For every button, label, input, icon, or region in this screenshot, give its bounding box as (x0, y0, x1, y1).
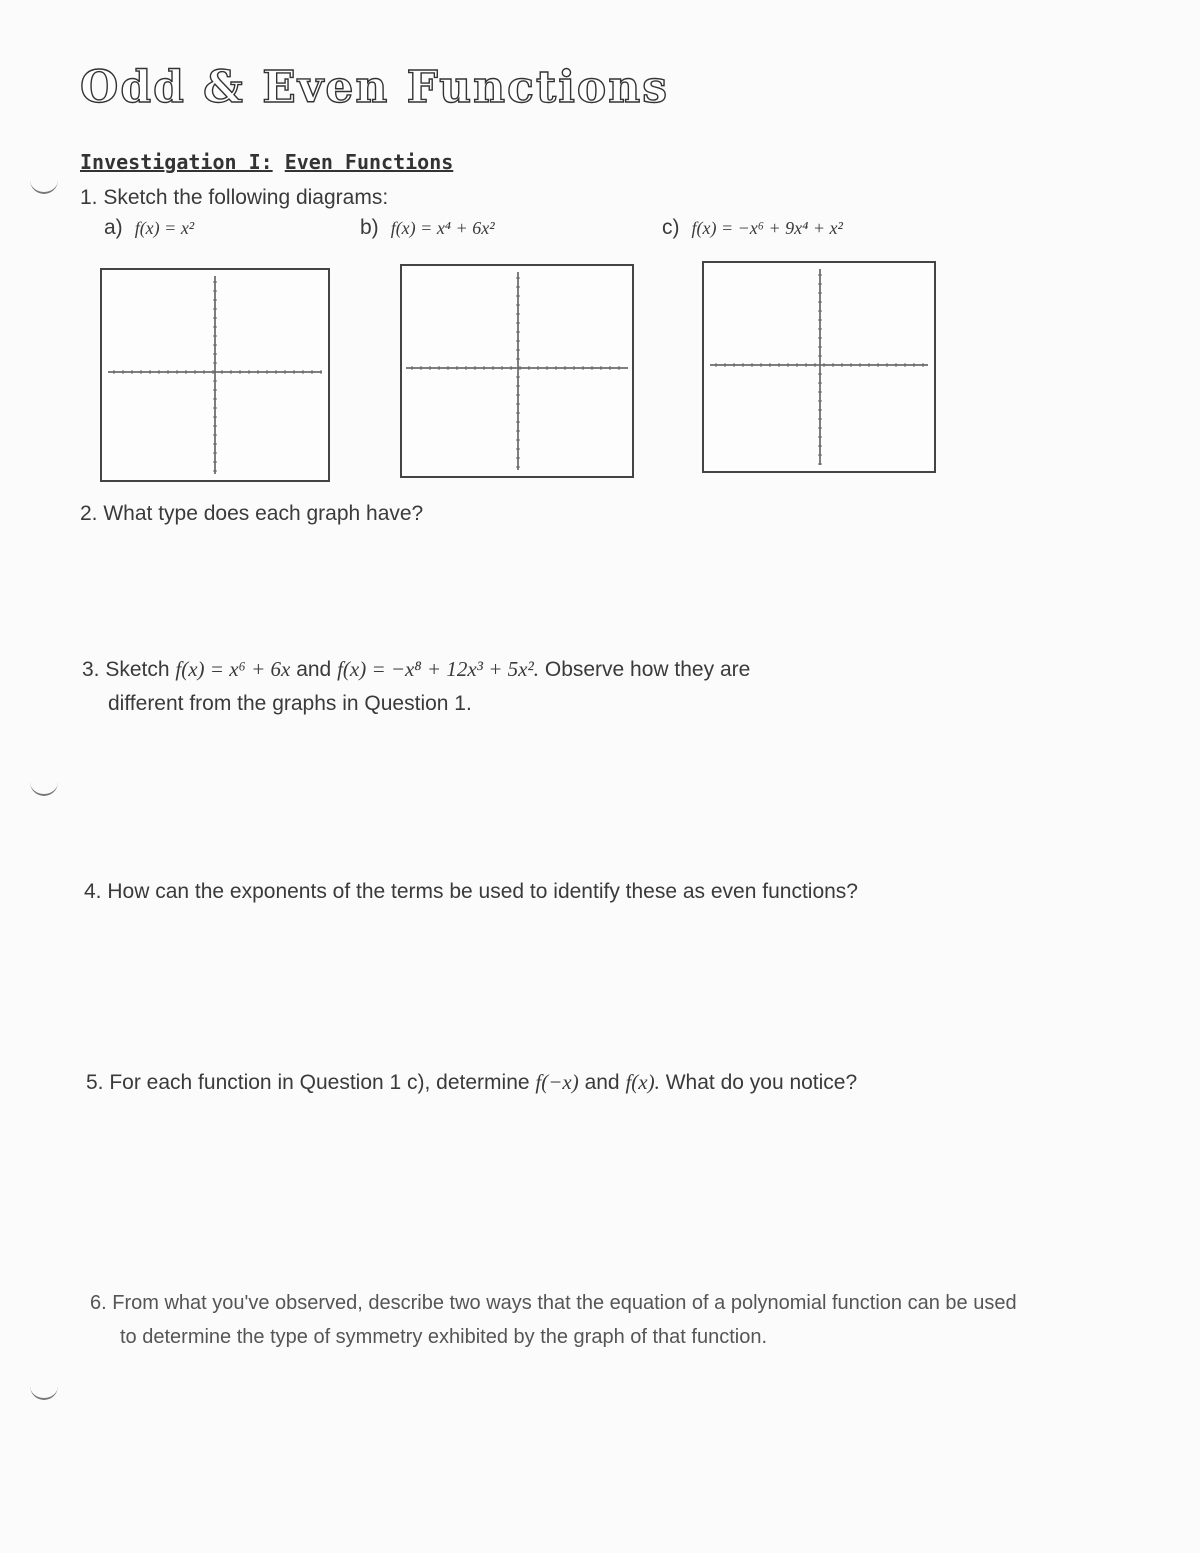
investigation-label: Investigation I: (80, 150, 273, 174)
margin-mark (30, 780, 58, 796)
question-5-mid: and (584, 1071, 620, 1094)
question-3-prefix: 3. Sketch (82, 658, 170, 681)
margin-mark (30, 178, 58, 194)
part-expression: f(x) = x² (134, 218, 195, 238)
question-5-expr-2: f(x). (625, 1070, 660, 1094)
question-6: 6. From what you've observed, describe two ways that the equation of a polynomial function can be used (90, 1292, 1017, 1314)
graph-box-a (100, 268, 330, 482)
question-1-part-c (662, 216, 843, 240)
question-1-part-a (104, 216, 194, 240)
page-title: Odd & Even Functions (80, 62, 670, 113)
part-expression: f(x) = −x⁶ + 9x⁴ + x² (691, 218, 843, 238)
question-5-expr-1: f(−x) (535, 1070, 579, 1094)
question-2: 2. What type does each graph have? (80, 502, 424, 525)
investigation-topic: Even Functions (284, 150, 454, 174)
axes-b (402, 266, 632, 476)
question-5-suffix: What do you notice? (665, 1071, 858, 1094)
graph-box-c (702, 261, 936, 473)
question-5 (86, 1070, 857, 1095)
part-expression: f(x) = x⁴ + 6x² (390, 218, 495, 238)
question-3-line-2: different from the graphs in Question 1. (108, 692, 472, 715)
question-4: 4. How can the exponents of the terms be used to identify these as even functions? (84, 880, 858, 903)
question-3-expr-2: f(x) = −x⁸ + 12x³ + 5x². (337, 657, 540, 681)
question-1: 1. Sketch the following diagrams: (80, 186, 389, 209)
part-label: c) (662, 216, 680, 239)
question-6-line-2: to determine the type of symmetry exhibited by the graph of that function. (120, 1326, 768, 1348)
question-3 (82, 657, 750, 682)
question-1-part-b (360, 216, 495, 240)
question-3-suffix: Observe how they are (544, 658, 751, 681)
part-label: b) (360, 216, 379, 239)
question-3-mid: and (296, 658, 332, 681)
axes-a (102, 270, 328, 480)
axes-c (704, 263, 934, 471)
graph-box-b (400, 264, 634, 478)
investigation-heading (80, 150, 453, 174)
margin-mark (30, 1384, 58, 1400)
question-3-expr-1: f(x) = x⁶ + 6x (175, 657, 291, 681)
question-5-prefix: 5. For each function in Question 1 c), determine (86, 1071, 530, 1094)
part-label: a) (104, 216, 123, 239)
